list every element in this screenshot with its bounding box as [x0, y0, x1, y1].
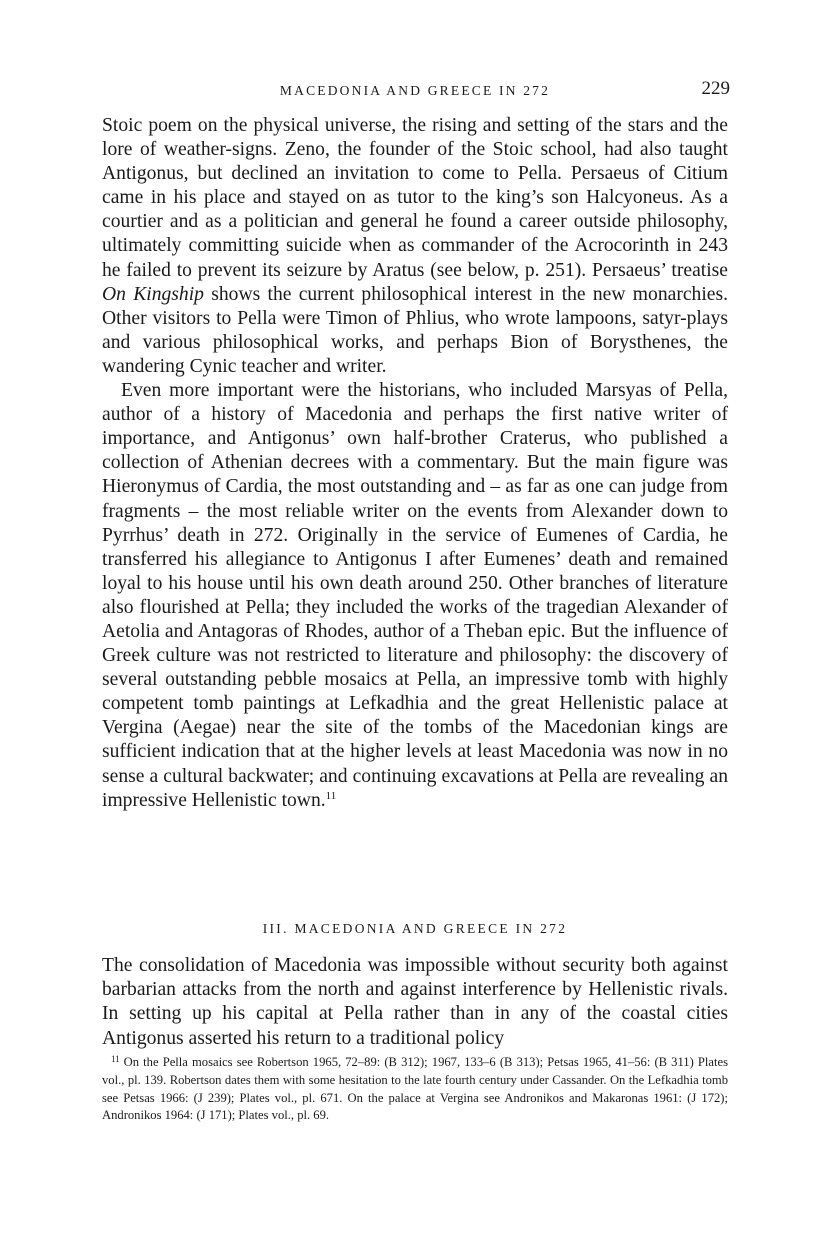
- section-paragraph: The consolidation of Macedonia was impossible without security both against barbarian attacks from the north and against interference by Hellenistic rivals. In setting up his capital at Pella rather than in any of the coastal cities Antigonus asserted his return to a traditional policy: [102, 955, 728, 1049]
- treatise-title: On Kingship: [102, 283, 204, 305]
- footnote-reference[interactable]: 11: [325, 789, 337, 802]
- page-number: 229: [701, 78, 730, 99]
- footnote-text: On the Pella mosaics see Robertson 1965, 72–89: (B 312); 1967, 133–6 (B 313); Petsas 1965, 41–56: (B 311) Plates vol., pl. 139. Robertson dates them with some hesitation to the late fourth century under Cassander. On the Lefkadhia tomb see Petsas 1966: (J 239); Plates vol., pl. 671. On the palace at Vergina see Andronikos and Makaronas 1961: (J 172); Andronikos 1964: (J 171); Plates vol., pl. 69.: [102, 1055, 728, 1123]
- paragraph-1-text-after: shows the current philosophical interest in the new monarchies. Other visitors to Pella were Timon of Phlius, who wrote lampoons, satyr-plays and various philosophical works, and perhaps Bion of Borysthenes, the wandering Cynic teacher and writer.: [102, 283, 728, 377]
- footnote: [102, 1054, 728, 1125]
- section-heading: III. MACEDONIA AND GREECE IN 272: [262, 921, 568, 936]
- paragraph-1-text-before: Stoic poem on the physical universe, the rising and setting of the stars and the lore of weather-signs. Zeno, the founder of the Stoic school, had also taught Antigonus, but declined an invitation to come to Pella. Persaeus of Citium came in his place and stayed on as tutor to the king’s son Halcyoneus. As a courtier and as a politician and general he found a career outside philosophy, ultimately committing suicide when as commander of the Acrocorinth in 243 he failed to prevent its seizure by Aratus (see below, p. 251). Persaeus’ treatise: [102, 115, 728, 281]
- paragraph-2: [102, 379, 728, 813]
- paragraph-1: [102, 114, 728, 379]
- paragraph-2-text: Even more important were the historians, who included Marsyas of Pella, author of a history of Macedonia and perhaps the first native writer of importance, and Antigonus’ own half-brother Craterus, who published a collection of Athenian decrees with a commentary. But the main figure was Hieronymus of Cardia, the most outstanding and – as far as one can judge from fragments – the most reliable writer on the events from Alexander down to Pyrrhus’ death in 272. Originally in the service of Eumenes of Cardia, he transferred his allegiance to Antigonus I after Eumenes’ death and remained loyal to his house until his own death around 250. Other branches of literature also flourished at Pella; they included the works of the tragedian Alexander of Aetolia and Antagoras of Rhodes, author of a Theban epic. But the influence of Greek culture was not restricted to literature and philosophy: the discovery of several outstanding pebble mosaics at Pella, an impressive tomb with highly competent tomb paintings at Lefkadhia and the great Hellenistic palace at Vergina (Aegae) near the site of the tombs of the Macedonian kings are sufficient indication that at the higher levels at least Macedonia was now in no sense a cultural backwater; and continuing excavations at Pella are revealing an impressive Hellenistic town.: [102, 380, 728, 811]
- section-body: [102, 954, 728, 1051]
- running-title: MACEDONIA AND GREECE IN 272: [279, 83, 551, 98]
- body-text: [102, 114, 728, 813]
- running-head: [102, 80, 728, 104]
- footnote-number: 11: [111, 1054, 120, 1064]
